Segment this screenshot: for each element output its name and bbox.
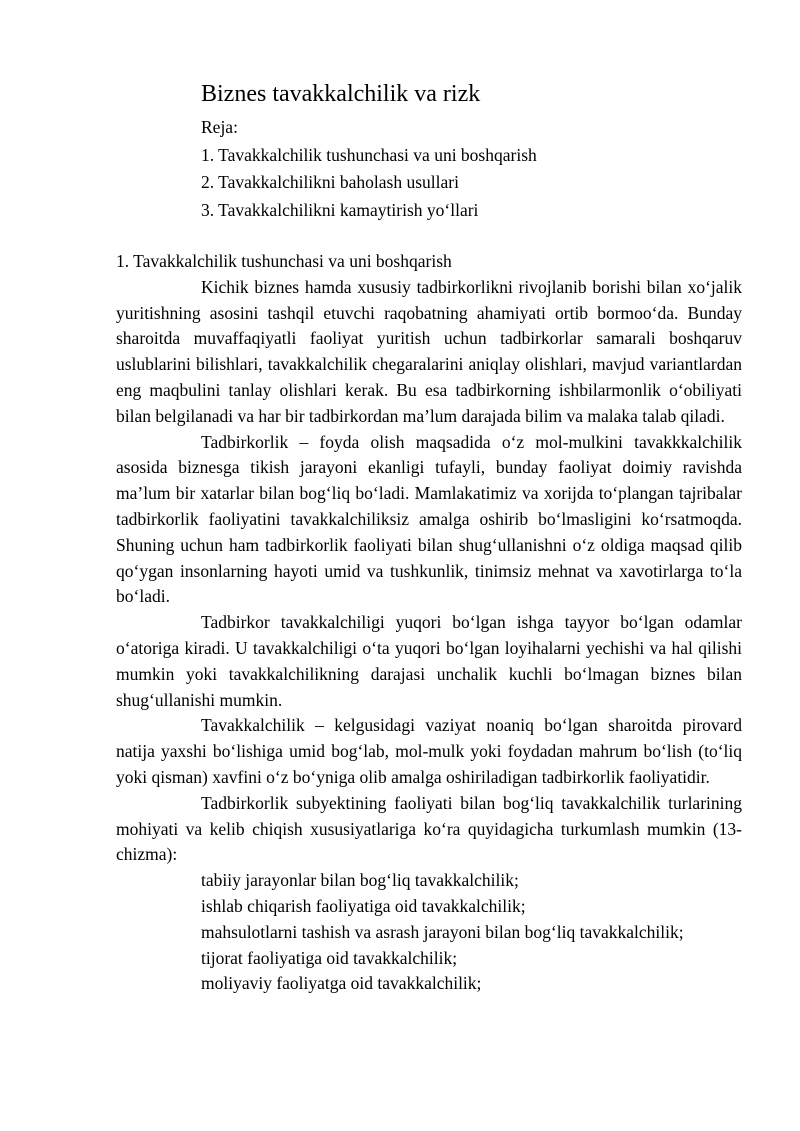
- paragraph: Tadbirkor tavakkalchiligi yuqori bo‘lgan ishga tayyor bo‘lgan odamlar o‘atoriga kiradi. U tavakkalchiligi o‘ta yuqori bo‘lgan loyihalarni yechishi va hal qilishi mumkin yoki tavakkalchilikning darajasi unchalik kuchli bo‘lmagan biznes bilan shug‘ullanishi mumkin.: [116, 612, 742, 710]
- plan-label: Reja:: [201, 117, 238, 137]
- plan-item: 2. Tavakkalchilikni baholash usullari: [201, 172, 459, 192]
- plan-list: [201, 114, 537, 224]
- list-item: tijorat faoliyatiga oid tavakkalchilik;: [201, 947, 458, 968]
- list-item: tabiiy jarayonlar bilan bog‘liq tavakkalchilik;: [201, 870, 519, 891]
- section-1: [116, 249, 742, 997]
- list-item: mahsulotlarni tashish va asrash jarayoni bilan bog‘liq tavakkalchilik;: [201, 921, 684, 942]
- paragraph: Tadbirkorlik subyektining faoliyati bilan bog‘liq tavakkalchilik turlarining mohiyati va kelib chiqish xususiyatlariga ko‘ra quyidagicha turkumlash mumkin (13-chizma):: [116, 792, 742, 865]
- plan-item: 1. Tavakkalchilik tushunchasi va uni boshqarish: [201, 144, 537, 165]
- paragraph: Tavakkalchilik – kelgusidagi vaziyat noaniq bo‘lgan sharoitda pirovard natija yaxshi bo‘lishiga umid bog‘lab, mol-mulk yoki foydadan mahrum bo‘lish (to‘liq yoki qisman) xavfini o‘z bo‘yniga olib amalga oshiriladigan tadbirkorlik faoliyatidir.: [116, 715, 742, 787]
- list-item: moliyaviy faoliyatga oid tavakkalchilik;: [201, 973, 482, 994]
- paragraph: Kichik biznes hamda xususiy tadbirkorlikni rivojlanib borishi bilan xo‘jalik yuritishning asosini tashqil etuvchi raqobatning ahamiyati ortib bormoo‘da. Bunday sharoitda muvaffaqiyatli faoliyat yuritish uchun tadbirkorlar samarali boshqaruv uslublarini bilishlari, tavakkalchilik chegaralarini aniqlay olishlari, mavjud variantlardan eng maqbulini tanlay olishlari kerak. Bu esa tadbirkorning ishbilarmonlik o‘obiliyati bilan belgilanadi va har bir tadbirkordan ma’lum darajada bilim va malaka talab qiladi.: [116, 276, 742, 426]
- section-heading: 1. Tavakkalchilik tushunchasi va uni boshqarish: [116, 251, 452, 271]
- document-title: Biznes tavakkalchilik va rizk: [201, 81, 481, 107]
- paragraph: Tadbirkorlik – foyda olish maqsadida o‘z mol-mulkini tavakkkalchilik asosida biznesga tikish jarayoni ekanligi tufayli, bunday faoliyat doimiy ravishda ma’lum bir xatarlar bilan bog‘liq bo‘ladi. Mamlakatimiz va xorijda to‘plangan tajribalar tadbirkorlik faoliyatini tavakkalchiliksiz amalga oshirib bo‘lmasligini ko‘rsatmoqda. Shuning uchun ham tadbirkorlik faoliyati bilan shug‘ullanishni o‘z oldiga maqsad qilib qo‘ygan insonlarning hayoti umid va tushkunlik, tinimsiz mehnat va xavotirlarga to‘la bo‘ladi.: [116, 431, 742, 607]
- plan-item: 3. Tavakkalchilikni kamaytirish yo‘llari: [201, 199, 479, 220]
- list-item: ishlab chiqarish faoliyatiga oid tavakkalchilik;: [201, 895, 526, 916]
- risk-types-list: [116, 868, 742, 997]
